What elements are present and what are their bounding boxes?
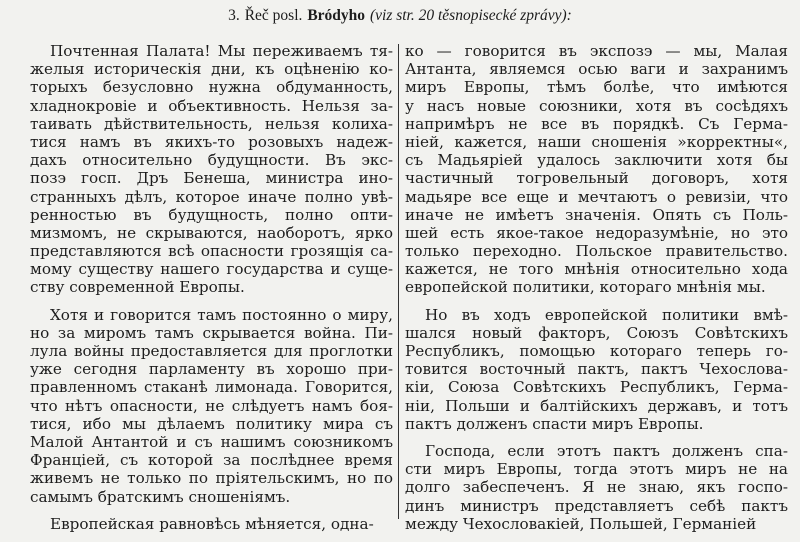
text-line: долго забеспеченъ. Я не знаю, якъ госпо-	[405, 478, 788, 497]
text-line: Франціей, съ которой за послѣднее время	[30, 451, 393, 470]
text-line: сти миръ Европы, тогда этотъ миръ не на	[405, 460, 788, 479]
text-line: кіи, Союза Совѣтскихъ Республикъ, Герма-	[405, 378, 788, 397]
text-line: хладнокровіе и объективность. Нельзя за-	[30, 96, 393, 115]
text-line: товится восточный пактъ, пактъ Чехослова-	[405, 360, 788, 379]
text-line: только переходно. Польское правительство.	[405, 242, 788, 261]
text-line: у насъ новые союзники, хотя въ сосѣдяхъ	[405, 96, 788, 115]
text-line: таивать дѣйствительность, нельзя колиха-	[30, 114, 393, 133]
text-line: лула войны предоставляется для проглотки	[30, 342, 393, 360]
text-line: шался новый факторъ, Союзъ Совѣтскихъ	[405, 323, 788, 342]
paragraph	[30, 515, 393, 533]
text-line: иначе не имѣетъ значенія. Опять съ Поль-	[405, 205, 788, 224]
paragraph	[30, 306, 393, 506]
speech-heading	[0, 6, 800, 25]
text-line: мому существу нашего государства и суще-	[30, 260, 393, 279]
text-line: миръ Европы, тѣмъ болѣе, что имѣются	[405, 78, 788, 97]
text-line: торыхъ безусловно нужна обдуманность,	[30, 78, 393, 97]
text-line: живемъ не только по пріятельскимъ, но по	[30, 469, 393, 488]
text-line: съ Мадьяріей удалось заключити хотя бы	[405, 151, 788, 170]
text-line: Европейская равновѣсь мѣняется, одна-	[50, 514, 374, 533]
text-line: Малой Антантой и съ нашимъ союзникомъ	[30, 432, 393, 451]
text-line: ніи, Польши и балтійскихъ державъ, и тотъ	[405, 396, 788, 415]
text-line: правленномъ стаканѣ лимонада. Говорится,	[30, 378, 393, 397]
paragraph	[30, 42, 393, 297]
text-line: ству современной Европы.	[30, 278, 245, 297]
column-divider	[398, 44, 399, 519]
text-line: самымъ братскимъ сношеніямъ.	[30, 487, 291, 506]
text-line: странныхъ дѣлъ, которое иначе полно увѣ-	[30, 187, 393, 206]
paragraph	[405, 442, 788, 533]
text-line: Хотя и говорится тамъ постоянно о миру,	[50, 305, 393, 324]
text-line: мадьяре все еще и мечтаютъ о ревизіи, что	[405, 187, 788, 206]
text-line: Республикъ, помощью котораго теперь го-	[405, 342, 788, 360]
speaker-name: Bródyho	[307, 7, 366, 24]
text-line: ренностью въ будущность, полно опти-	[30, 205, 393, 224]
text-line: частичный тогровельный договоръ, хотя	[405, 169, 788, 188]
text-line: тися, ибо мы дѣлаемъ политику мира съ	[30, 414, 393, 433]
right-column	[405, 42, 788, 542]
text-line: Но въ ходъ европейской политики вмѣ-	[425, 305, 788, 324]
text-line: позэ госп. Дръ Бенеша, министра ино-	[30, 169, 393, 188]
speech-number: 3.	[228, 7, 240, 24]
text-line: но за миромъ тамъ скрывается война. Пи-	[30, 323, 393, 342]
text-line: дахъ относительно будущности. Въ экс-	[30, 151, 393, 170]
text-line: напримѣръ не все въ порядкѣ. Съ Герма-	[405, 114, 788, 133]
text-line: представляются всѣ опасности грозящія са-	[30, 242, 393, 261]
text-line: между Чехословакіей, Польшей, Германіей	[405, 514, 757, 533]
text-line: пактъ долженъ спасти миръ Европы.	[405, 414, 704, 433]
text-line: шей есть якое-такое недоразумѣніе, но это	[405, 223, 788, 242]
text-line: европейской политики, котораго мнѣнія мы.	[405, 278, 766, 297]
text-line: что нѣтъ опасности, не слѣдуетъ намъ боя-	[30, 396, 393, 415]
text-line: желыя историческія дни, къ оцѣненію ко-	[30, 60, 393, 79]
left-column	[30, 42, 393, 542]
text-line: уже сегодня парламенту въ хорошо при-	[30, 360, 393, 379]
text-line: Господа, если этотъ пактъ долженъ спа-	[425, 441, 788, 460]
text-line: ко — говорится въ экспозэ — мы, Малая	[405, 42, 788, 60]
text-line: динъ министръ представляетъ себѣ пактъ	[405, 496, 788, 515]
speech-prefix: Řeč posl.	[244, 7, 303, 24]
reference-note: (viz str. 20 těsnopisecké zprávy):	[369, 7, 572, 24]
text-line: кажется, не того мнѣнія относительно хода	[405, 260, 788, 279]
text-line: Почтенная Палата! Мы переживаемъ тя-	[50, 42, 393, 60]
paragraph	[405, 306, 788, 433]
text-line: Антанта, являемся осью ваги и захранимъ	[405, 60, 788, 79]
text-line: тися намъ въ якихъ-то розовыхъ надеж-	[30, 132, 393, 151]
paragraph	[405, 42, 788, 297]
text-line: ніей, кажется, наши сношенія »корректны«,	[405, 132, 788, 151]
text-line: мизмомъ, не скрываются, наоборотъ, ярко	[30, 223, 393, 242]
